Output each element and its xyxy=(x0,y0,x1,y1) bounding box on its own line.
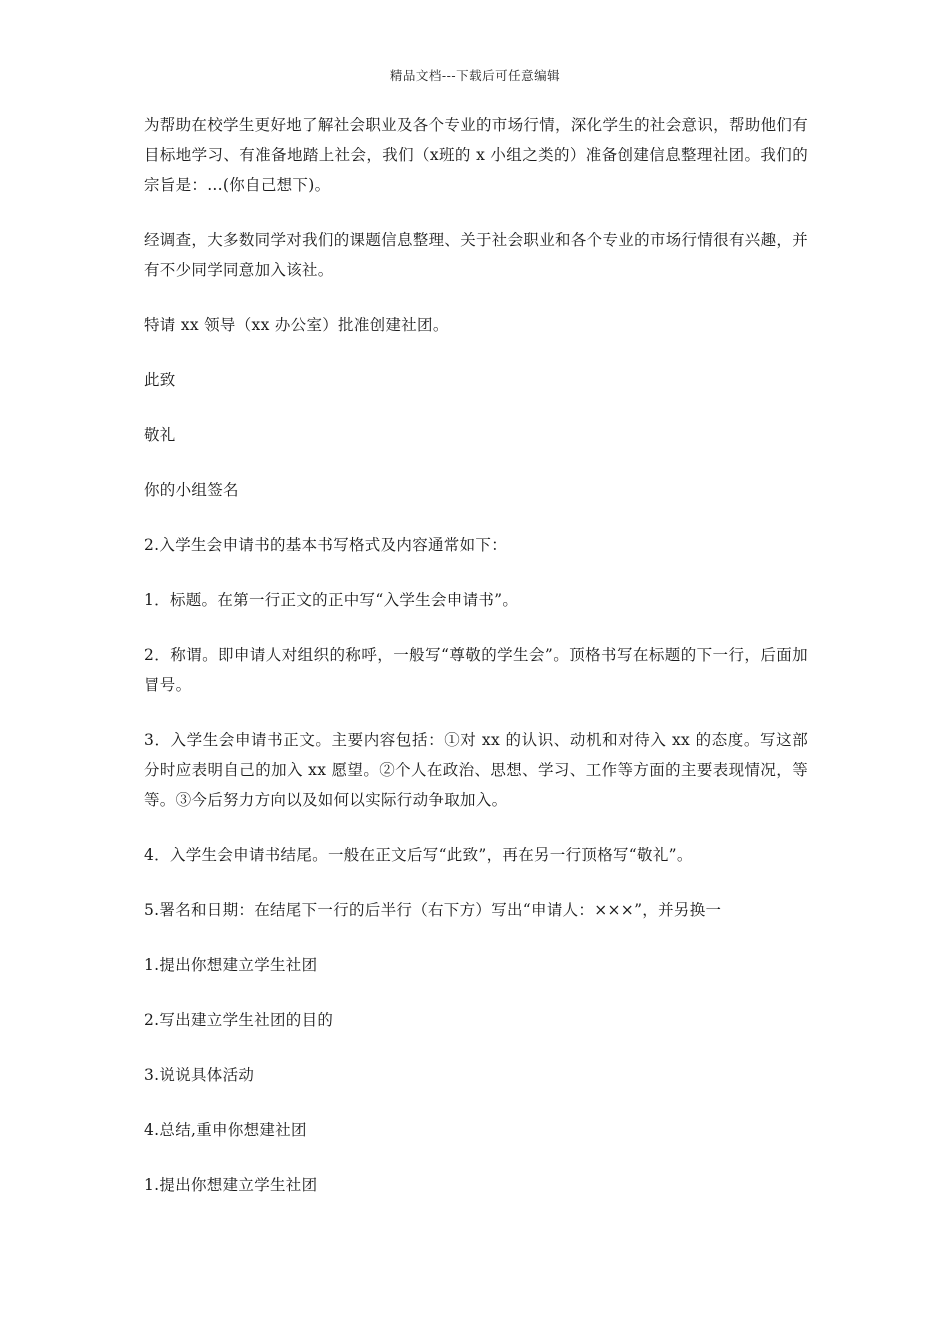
closing-jingli: 敬礼 xyxy=(144,426,176,444)
outline-item: 4.总结,重申你想建社团 xyxy=(144,1121,307,1139)
section-format-heading: 2.入学生会申请书的基本书写格式及内容通常如下： xyxy=(144,536,507,554)
paragraph-intro: 为帮助在校学生更好地了解社会职业及各个专业的市场行情，深化学生的社会意识，帮助他们有目标地学习、有准备地踏上社会，我们（x班的 x 小组之类的）准备创建信息整理社团。我们的宗旨是：...(你自己想下)。 xyxy=(144,116,808,194)
format-item-title: 1．标题。在第一行正文的正中写“入学生会申请书”。 xyxy=(144,591,519,609)
closing-cizhi: 此致 xyxy=(144,371,176,389)
paragraph-request: 特请 xx 领导（xx 办公室）批准创建社团。 xyxy=(144,316,449,334)
format-item-ending: 4．入学生会申请书结尾。一般在正文后写“此致”，再在另一行顶格写“敬礼”。 xyxy=(144,846,693,864)
signature-line: 你的小组签名 xyxy=(144,481,239,499)
outline-item: 2.写出建立学生社团的目的 xyxy=(144,1011,334,1029)
format-item-signature: 5.署名和日期：在结尾下一行的后半行（右下方）写出“申请人：×××”，并另换一 xyxy=(144,901,722,919)
format-item-salutation: 2．称谓。即申请人对组织的称呼，一般写“尊敬的学生会”。顶格书写在标题的下一行，后面加冒号。 xyxy=(144,646,808,694)
outline-item: 1.提出你想建立学生社团 xyxy=(144,956,318,974)
format-item-body: 3．入学生会申请书正文。主要内容包括：①对 xx 的认识、动机和对待入 xx 的态度。写这部分时应表明自己的加入 xx 愿望。②个人在政治、思想、学习、工作等方面的主要表现情况，等等。③今后努力方向以及如何以实际行动争取加入。 xyxy=(144,731,808,809)
page-header: 精品文档---下载后可任意编辑 xyxy=(389,68,561,83)
document-body xyxy=(144,110,808,1225)
outline-item: 3.说说具体活动 xyxy=(144,1066,255,1084)
paragraph-survey: 经调查，大多数同学对我们的课题信息整理、关于社会职业和各个专业的市场行情很有兴趣，并有不少同学同意加入该社。 xyxy=(144,231,808,279)
outline-item: 1.提出你想建立学生社团 xyxy=(144,1176,318,1194)
